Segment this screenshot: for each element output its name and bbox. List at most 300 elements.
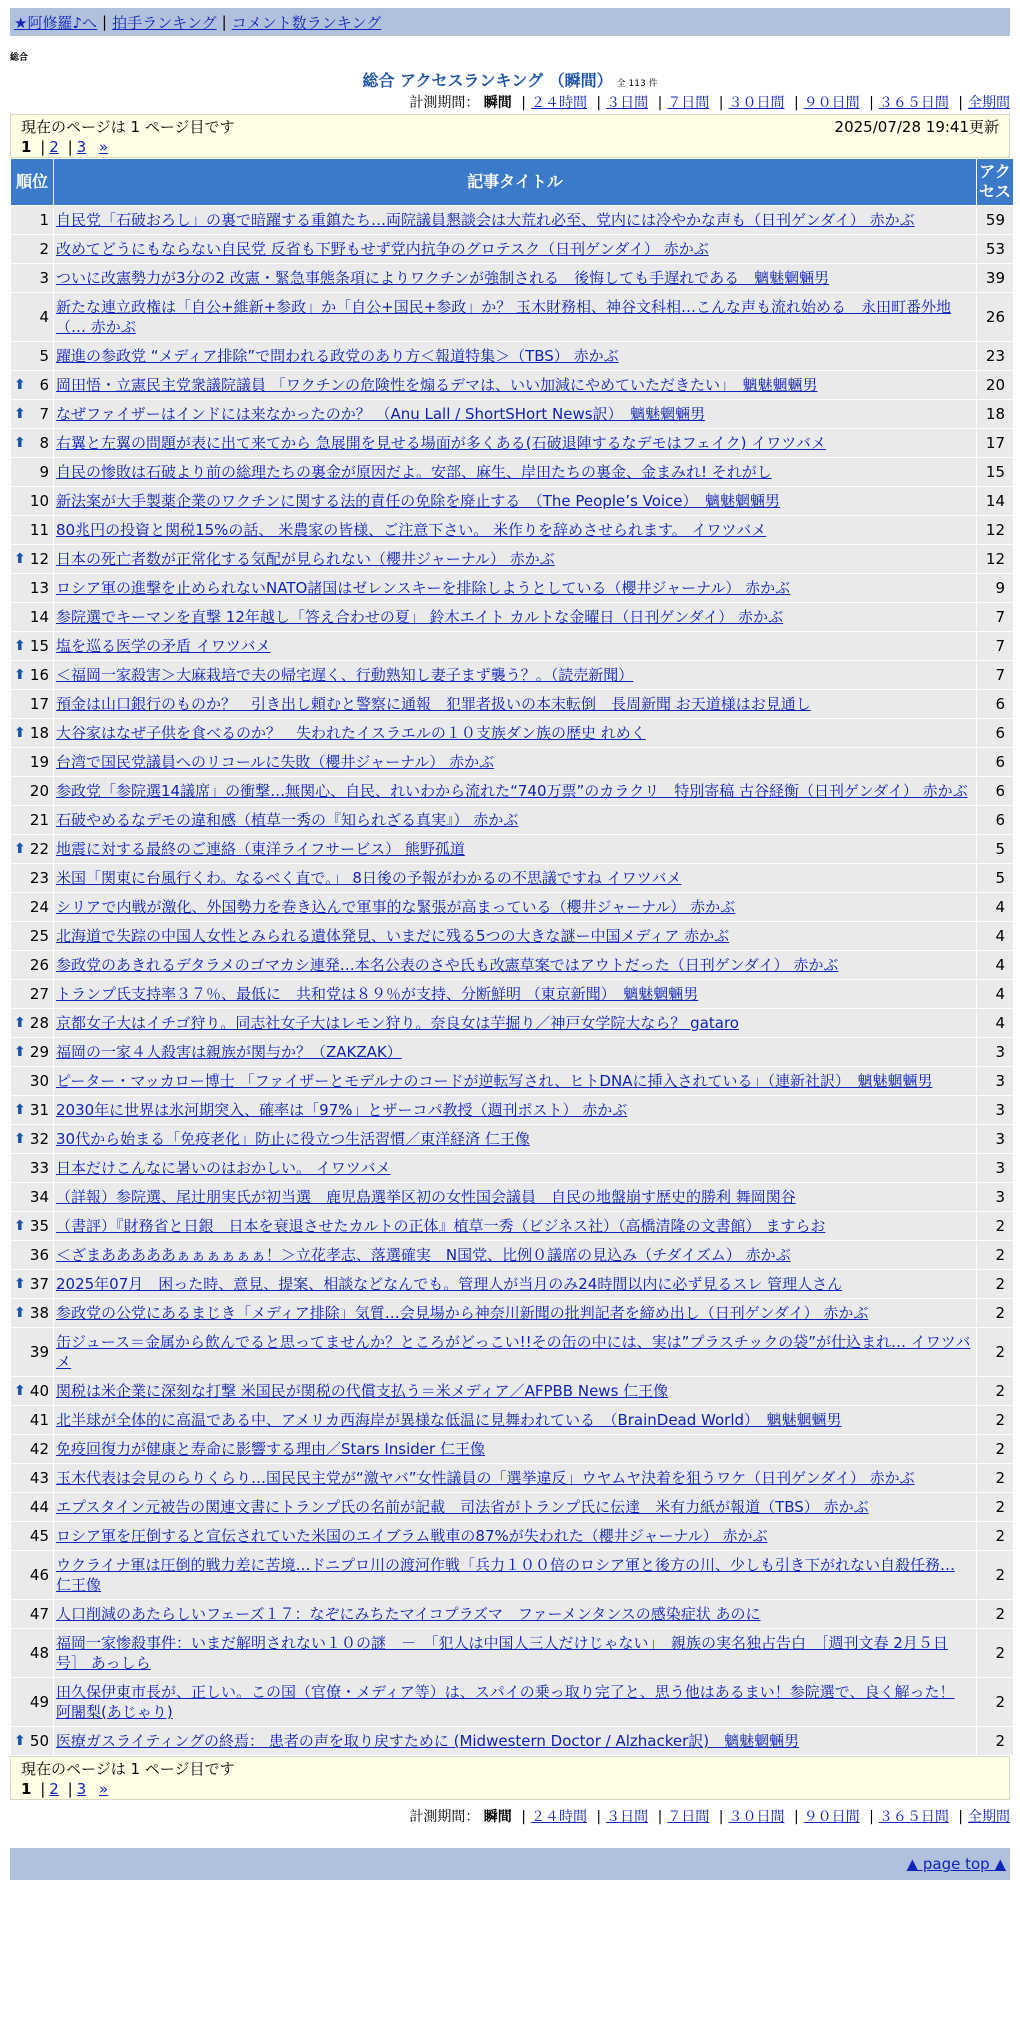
title-cell xyxy=(54,1328,976,1376)
rank-cell xyxy=(11,864,53,892)
access-count: 23 xyxy=(977,342,1013,370)
article-link[interactable]: 躍進の参政党 “メディア排除”で問われる政党のあり方＜報道特集＞（TBS） 赤かぶ xyxy=(56,347,619,365)
nav-link-home[interactable]: ★阿修羅♪へ xyxy=(14,13,98,32)
article-link[interactable]: 石破やめるなデモの違和感（植草一秀の『知られざる真実』） 赤かぶ xyxy=(56,811,519,829)
rank-cell xyxy=(11,1183,53,1211)
rank-number: 21 xyxy=(29,811,49,829)
article-link[interactable]: ＜ざまあああああぁぁぁぁぁぁ！＞立花孝志、落選確実 N国党、比例０議席の見込み（チダイズム） 赤かぶ xyxy=(56,1246,791,1264)
pager-current-page: 1 xyxy=(21,1780,32,1798)
pager-bottom: 現在のページは 1 ページ目です 1 | 2 | 3 » xyxy=(10,1756,1010,1800)
article-link[interactable]: （書評）『財務省と日銀 日本を衰退させたカルトの正体』植草一秀（ビジネス社）（高橋清隆の文書館） ますらお xyxy=(56,1217,826,1235)
pager-link-next[interactable]: » xyxy=(99,138,109,156)
title-cell xyxy=(54,748,976,776)
table-row xyxy=(11,1551,1013,1599)
nav-separator: | xyxy=(102,13,108,31)
rank-number: 23 xyxy=(29,869,49,887)
rank-number: 37 xyxy=(29,1275,49,1293)
rank-number: 25 xyxy=(29,927,49,945)
table-row xyxy=(11,1678,1013,1726)
rank-cell xyxy=(11,951,53,979)
rank-number: 18 xyxy=(29,724,49,742)
article-link[interactable]: ウクライナ軍は圧倒的戦力差に苦境…ドニプロ川の渡河作戦「兵力１００倍のロシア軍と後方の川、少しも引き下がれない自殺任務… 仁王像 xyxy=(56,1556,955,1594)
article-link[interactable]: ピーター・マッカロー博士 「ファイザーとモデルナのコードが逆転写され、ヒトDNAに挿入されている」（連新社訳） 魑魅魍魎男 xyxy=(56,1072,933,1090)
table-row xyxy=(11,264,1013,292)
access-count: 2 xyxy=(977,1522,1013,1550)
article-link[interactable]: 人口削減のあたらしいフェーズ１７：なぞにみちたマイコプラズマ ファーメンタンスの感染症状 あのに xyxy=(56,1605,761,1623)
article-link[interactable]: 地震に対する最終のご連絡（東洋ライフサービス） 熊野孤道 xyxy=(56,840,465,858)
breadcrumb: 総合 xyxy=(10,53,29,63)
rank-cell xyxy=(11,1377,53,1405)
rank-number: 35 xyxy=(29,1217,49,1235)
access-count: 6 xyxy=(977,777,1013,805)
rank-up-arrow-icon: ⬆ xyxy=(14,1218,26,1234)
rank-number: 41 xyxy=(29,1411,49,1429)
rank-number: 39 xyxy=(29,1343,49,1361)
rank-cell xyxy=(11,400,53,428)
period-link-90d[interactable]: ９０日間 xyxy=(803,95,860,111)
title-cell xyxy=(54,661,976,689)
period-link-30d[interactable]: ３０日間 xyxy=(728,1809,785,1825)
access-count: 2 xyxy=(977,1406,1013,1434)
rank-cell xyxy=(11,1727,53,1755)
access-count: 53 xyxy=(977,235,1013,263)
access-count: 2 xyxy=(977,1600,1013,1628)
page-title xyxy=(0,68,1020,92)
period-link-all[interactable]: 全期間 xyxy=(968,95,1010,111)
table-row xyxy=(11,371,1013,399)
article-count: 全 113 件 xyxy=(616,79,658,89)
article-link[interactable]: 自民党「石破おろし」の裏で暗躍する重鎮たち…両院議員懇談会は大荒れ必至、党内には冷やかな声も（日刊ゲンダイ） 赤かぶ xyxy=(56,211,915,229)
column-header-access: アクセス xyxy=(977,159,1013,205)
rank-number: 13 xyxy=(29,579,49,597)
rank-number: 33 xyxy=(29,1159,49,1177)
rank-number: 2 xyxy=(39,240,49,258)
rank-cell xyxy=(11,1270,53,1298)
table-row xyxy=(11,487,1013,515)
title-cell xyxy=(54,951,976,979)
rank-cell xyxy=(11,1406,53,1434)
ranking-table-body xyxy=(11,206,1013,1755)
footer-bar xyxy=(10,1848,1010,1880)
access-count: 4 xyxy=(977,980,1013,1008)
period-link-3d[interactable]: ３日間 xyxy=(606,95,649,111)
updated-timestamp: 2025/07/28 19:41更新 xyxy=(834,118,999,136)
table-row xyxy=(11,1270,1013,1298)
page-title-text: 総合 アクセスランキング （瞬間） xyxy=(362,71,613,90)
rank-number: 3 xyxy=(39,269,49,287)
rank-up-arrow-icon: ⬆ xyxy=(14,638,26,654)
title-cell xyxy=(54,1299,976,1327)
column-header-title: 記事タイトル xyxy=(54,159,976,205)
access-count: 2 xyxy=(977,1328,1013,1376)
article-link[interactable]: 関税は米企業に深刻な打撃 米国民が関税の代償支払う＝米メディア／AFPBB News 仁王像 xyxy=(56,1382,669,1400)
article-link[interactable]: 日本だけこんなに暑いのはおかしい。 イワツバメ xyxy=(56,1159,391,1177)
table-row xyxy=(11,400,1013,428)
title-cell xyxy=(54,1678,976,1726)
table-row xyxy=(11,661,1013,689)
article-link[interactable]: エプスタイン元被告の関連文書にトランプ氏の名前が記載 司法省がトランプ氏に伝達 米有力紙が報道（TBS） 赤かぶ xyxy=(56,1498,869,1516)
access-count: 7 xyxy=(977,632,1013,660)
article-link[interactable]: 新法案が大手製薬企業のワクチンに関する法的責任の免除を廃止する （The People’s Voice） 魑魅魍魎男 xyxy=(56,492,781,510)
table-row xyxy=(11,516,1013,544)
article-link[interactable]: 80兆円の投資と関税15%の話、 米農家の皆様、ご注意下さい。 米作りを辞めさせられます。 イワツバメ xyxy=(56,521,767,539)
rank-cell xyxy=(11,1464,53,1492)
table-row xyxy=(11,632,1013,660)
article-link[interactable]: 缶ジュース＝金属から飲んでると思ってませんか？ところがどっこい!!その缶の中には、実は”プラスチックの袋”が仕込まれ… イワツバメ xyxy=(56,1333,971,1371)
title-cell xyxy=(54,1464,976,1492)
rank-cell xyxy=(11,603,53,631)
access-count: 6 xyxy=(977,719,1013,747)
rank-number: 6 xyxy=(39,376,49,394)
period-link-3d[interactable]: ３日間 xyxy=(606,1809,649,1825)
access-count: 2 xyxy=(977,1435,1013,1463)
table-row xyxy=(11,980,1013,1008)
nav-link-comment-ranking[interactable]: コメント数ランキング xyxy=(231,13,382,32)
title-cell xyxy=(54,632,976,660)
rank-cell xyxy=(11,748,53,776)
table-row xyxy=(11,1629,1013,1677)
rank-up-arrow-icon: ⬆ xyxy=(14,1131,26,1147)
table-row xyxy=(11,1435,1013,1463)
rank-cell xyxy=(11,835,53,863)
rank-number: 24 xyxy=(29,898,49,916)
article-link[interactable]: 岡田悟・立憲民主党衆議院議員 「ワクチンの危険性を煽るデマは、いい加減にやめていただきたい」 魑魅魍魎男 xyxy=(56,376,818,394)
rank-number: 28 xyxy=(29,1014,49,1032)
title-cell xyxy=(54,1377,976,1405)
article-link[interactable]: 参政党のあきれるデタラメのゴマカシ連発…本名公表のさや氏も改憲草案ではアウトだった（日刊ゲンダイ） 赤かぶ xyxy=(56,956,839,974)
period-selector-bottom: 計測期間： 瞬間 | ２４時間 | ３日間 | ７日間 | ３０日間 | ９０日間 | ３６５日間 | 全期間 xyxy=(409,1809,1010,1825)
rank-cell xyxy=(11,1067,53,1095)
article-link[interactable]: 30代から始まる「免疫老化」防止に役立つ生活習慣／東洋経済 仁王像 xyxy=(56,1130,530,1148)
table-row xyxy=(11,603,1013,631)
rank-cell xyxy=(11,690,53,718)
rank-number: 16 xyxy=(29,666,49,684)
period-link-24h[interactable]: ２４時間 xyxy=(530,95,587,111)
table-row xyxy=(11,1377,1013,1405)
access-count: 9 xyxy=(977,574,1013,602)
table-row xyxy=(11,1328,1013,1376)
rank-cell xyxy=(11,574,53,602)
access-count: 12 xyxy=(977,545,1013,573)
rank-up-arrow-icon: ⬆ xyxy=(14,725,26,741)
period-current: 瞬間 xyxy=(483,95,512,111)
rank-cell xyxy=(11,371,53,399)
title-cell xyxy=(54,400,976,428)
table-header-row xyxy=(11,159,1013,205)
rank-cell xyxy=(11,806,53,834)
title-cell xyxy=(54,206,976,234)
table-row xyxy=(11,864,1013,892)
rank-up-arrow-icon: ⬆ xyxy=(14,377,26,393)
table-row xyxy=(11,1493,1013,1521)
rank-cell xyxy=(11,1299,53,1327)
access-count: 4 xyxy=(977,922,1013,950)
period-link-30d[interactable]: ３０日間 xyxy=(728,95,785,111)
rank-cell xyxy=(11,1096,53,1124)
rank-number: 8 xyxy=(39,434,49,452)
article-link[interactable]: ついに改憲勢力が3分の2 改憲・緊急事態条項によりワクチンが強制される 後悔しても手遅れである 魑魅魍魎男 xyxy=(56,269,830,287)
page-top-link[interactable]: ▲ page top ▲ xyxy=(906,1855,1006,1873)
access-count: 6 xyxy=(977,806,1013,834)
rank-up-arrow-icon: ⬆ xyxy=(14,1044,26,1060)
table-row xyxy=(11,1299,1013,1327)
period-link-all[interactable]: 全期間 xyxy=(968,1809,1010,1825)
article-link[interactable]: 改めてどうにもならない自民党 反省も下野もせず党内抗争のグロテスク（日刊ゲンダイ） 赤かぶ xyxy=(56,240,709,258)
pager-link-page-3[interactable]: 3 xyxy=(76,1780,87,1798)
article-link[interactable]: 右翼と左翼の問題が表に出て来てから 急展開を見せる場面が多くある(石破退陣するなデモはフェイク) イワツバメ xyxy=(56,434,826,452)
access-count: 7 xyxy=(977,603,1013,631)
access-count: 4 xyxy=(977,893,1013,921)
access-count: 12 xyxy=(977,516,1013,544)
rank-up-arrow-icon: ⬆ xyxy=(14,1305,26,1321)
rank-cell xyxy=(11,1435,53,1463)
title-cell xyxy=(54,893,976,921)
article-link[interactable]: シリアで内戦が激化、外国勢力を巻き込んで軍事的な緊張が高まっている（櫻井ジャーナル） 赤かぶ xyxy=(56,898,736,916)
table-row xyxy=(11,545,1013,573)
rank-up-arrow-icon: ⬆ xyxy=(14,1015,26,1031)
period-label: 計測期間： xyxy=(409,95,480,111)
article-link[interactable]: 米国「関東に台風行くわ。なるべく直で。」 8日後の予報がわかるの不思議ですね イワツバメ xyxy=(56,869,682,887)
rank-number: 26 xyxy=(29,956,49,974)
title-cell xyxy=(54,1212,976,1240)
period-selector: 計測期間： 瞬間 | ２４時間 | ３日間 | ７日間 | ３０日間 | ９０日間 | ３６５日間 | 全期間 xyxy=(409,95,1010,111)
title-cell xyxy=(54,1727,976,1755)
title-cell xyxy=(54,1493,976,1521)
pager-link-page-3[interactable]: 3 xyxy=(76,138,87,156)
table-row xyxy=(11,574,1013,602)
rank-cell xyxy=(11,1629,53,1677)
article-link[interactable]: ロシア軍の進撃を止められないNATO諸国はゼレンスキーを排除しようとしている（櫻井ジャーナル） 赤かぶ xyxy=(56,579,791,597)
rank-number: 7 xyxy=(39,405,49,423)
article-link[interactable]: 参政党「参院選14議席」の衝撃…無関心、自民、れいわから流れた“740万票”のカラクリ 特別寄稿 古谷経衡（日刊ゲンダイ） 赤かぶ xyxy=(56,782,968,800)
access-count: 2 xyxy=(977,1551,1013,1599)
title-cell xyxy=(54,574,976,602)
article-link[interactable]: 大谷家はなぜ子供を食べるのか？ 失われたイスラエルの１０支族ダン族の歴史 れめく xyxy=(56,724,646,742)
article-link[interactable]: 塩を巡る医学の矛盾 イワツバメ xyxy=(56,637,271,655)
rank-number: 38 xyxy=(29,1304,49,1322)
access-count: 17 xyxy=(977,429,1013,457)
period-link-365d[interactable]: ３６５日間 xyxy=(878,1809,949,1825)
article-link[interactable]: ロシア軍を圧倒すると宣伝されていた米国のエイブラム戦車の87%が失われた（櫻井ジャーナル） 赤かぶ xyxy=(56,1527,768,1545)
article-link[interactable]: 北海道で失踪の中国人女性とみられる遺体発見、いまだに残る5つの大きな謎ー中国メディア 赤かぶ xyxy=(56,927,730,945)
rank-cell xyxy=(11,1600,53,1628)
title-cell xyxy=(54,1600,976,1628)
article-link[interactable]: 日本の死亡者数が正常化する気配が見られない（櫻井ジャーナル） 赤かぶ xyxy=(56,550,555,568)
article-link[interactable]: 2025年07月 困った時、意見、提案、相談などなんでも。管理人が当月のみ24時間以内に必ず見るスレ 管理人さん xyxy=(56,1275,843,1293)
title-cell xyxy=(54,235,976,263)
table-row xyxy=(11,719,1013,747)
table-row xyxy=(11,1038,1013,1066)
access-count: 2 xyxy=(977,1241,1013,1269)
rank-number: 31 xyxy=(29,1101,49,1119)
access-count: 5 xyxy=(977,864,1013,892)
rank-number: 15 xyxy=(29,637,49,655)
table-row xyxy=(11,458,1013,486)
table-row xyxy=(11,690,1013,718)
title-cell xyxy=(54,545,976,573)
table-row xyxy=(11,922,1013,950)
title-cell xyxy=(54,264,976,292)
article-link[interactable]: 免疫回復力が健康と寿命に影響する理由／Stars Insider 仁王像 xyxy=(56,1440,485,1458)
access-count: 39 xyxy=(977,264,1013,292)
title-cell xyxy=(54,1067,976,1095)
rank-cell xyxy=(11,516,53,544)
article-link[interactable]: 福岡の一家４人殺害は親族が関与か？（ZAKZAK） xyxy=(56,1043,402,1061)
title-cell xyxy=(54,980,976,1008)
rank-cell xyxy=(11,1154,53,1182)
title-cell xyxy=(54,1435,976,1463)
title-cell xyxy=(54,516,976,544)
table-row xyxy=(11,777,1013,805)
rank-number: 40 xyxy=(29,1382,49,1400)
rank-number: 10 xyxy=(29,492,49,510)
article-link[interactable]: 2030年に世界は氷河期突入、確率は「97%」とザーコパ教授（週刊ポスト） 赤かぶ xyxy=(56,1101,628,1119)
access-count: 2 xyxy=(977,1299,1013,1327)
access-count: 18 xyxy=(977,400,1013,428)
article-link[interactable]: 玉木代表は会見のらりくらり…国民民主党が“激ヤバ”女性議員の「選挙違反」ウヤムヤ決着を狙うワケ（日刊ゲンダイ） 赤かぶ xyxy=(56,1469,915,1487)
article-link[interactable]: 自民の惨敗は石破より前の総理たちの裏金が原因だよ。安部、麻生、岸田たちの裏金、金まみれ! それがし xyxy=(56,463,772,481)
access-count: 2 xyxy=(977,1678,1013,1726)
article-link[interactable]: 参院選でキーマンを直撃 12年越し「答え合わせの夏」 鈴木エイト カルトな金曜日（日刊ゲンダイ） 赤かぶ xyxy=(56,608,783,626)
article-link[interactable]: 田久保伊東市長が、正しい。この国（官僚・メディア等）は、スパイの乗っ取り完了と、思う他はあるまい！参院選で、良く解った！ 阿闍梨(あじゃり) xyxy=(56,1683,955,1721)
title-cell xyxy=(54,1241,976,1269)
rank-cell xyxy=(11,661,53,689)
article-link[interactable]: 新たな連立政権は「自公+維新+参政」か「自公+国民+参政」か？ 玉木財務相、神谷文科相…こんな声も流れ始める 永田町番外地（… 赤かぶ xyxy=(56,298,952,336)
article-link[interactable]: 参政党の公党にあるまじき「メディア排除」気質…会見場から神奈川新聞の批判記者を締め出し（日刊ゲンダイ） 赤かぶ xyxy=(56,1304,869,1322)
ranking-table xyxy=(10,158,1014,1756)
rank-up-arrow-icon: ⬆ xyxy=(14,1276,26,1292)
rank-number: 48 xyxy=(29,1644,49,1662)
access-count: 3 xyxy=(977,1096,1013,1124)
title-cell xyxy=(54,806,976,834)
period-link-24h[interactable]: ２４時間 xyxy=(530,1809,587,1825)
title-cell xyxy=(54,429,976,457)
rank-cell xyxy=(11,777,53,805)
rank-number: 12 xyxy=(29,550,49,568)
table-row xyxy=(11,1067,1013,1095)
rank-cell xyxy=(11,893,53,921)
title-cell xyxy=(54,1629,976,1677)
period-link-7d[interactable]: ７日間 xyxy=(667,95,710,111)
pager-link-page-2[interactable]: 2 xyxy=(49,138,59,156)
table-row xyxy=(11,429,1013,457)
rank-number: 17 xyxy=(29,695,49,713)
rank-number: 30 xyxy=(29,1072,49,1090)
title-cell xyxy=(54,777,976,805)
rank-number: 1 xyxy=(39,211,49,229)
article-link[interactable]: 医療ガスライティングの終焉： 患者の声を取り戻すために (Midwestern Doctor / Alzhacker訳) 魑魅魍魎男 xyxy=(56,1732,800,1750)
table-row xyxy=(11,1096,1013,1124)
pager-top: 現在のページは 1 ページ目です 2025/07/28 19:41更新 1 | 2 | 3 » xyxy=(10,114,1010,158)
article-link[interactable]: （詳報）参院選、尾辻朋実氏が初当選 鹿児島選挙区初の女性国会議員 自民の地盤崩す歴史的勝利 舞岡関谷 xyxy=(56,1188,796,1206)
title-cell xyxy=(54,487,976,515)
access-count: 2 xyxy=(977,1464,1013,1492)
rank-number: 27 xyxy=(29,985,49,1003)
article-link[interactable]: 京都女子大はイチゴ狩り。同志社女子大はレモン狩り。奈良女は芋掘り／神戸女学院大なら？ gataro xyxy=(56,1014,739,1032)
rank-cell xyxy=(11,235,53,263)
rank-cell xyxy=(11,1522,53,1550)
table-row xyxy=(11,835,1013,863)
nav-separator: | xyxy=(221,13,227,31)
rank-number: 34 xyxy=(29,1188,49,1206)
pager-link-next[interactable]: » xyxy=(99,1780,109,1798)
pager-link-page-2[interactable]: 2 xyxy=(49,1780,59,1798)
rank-cell xyxy=(11,1328,53,1376)
title-cell xyxy=(54,922,976,950)
access-count: 59 xyxy=(977,206,1013,234)
title-cell xyxy=(54,293,976,341)
rank-number: 44 xyxy=(29,1498,49,1516)
table-row xyxy=(11,1125,1013,1153)
rank-cell xyxy=(11,342,53,370)
table-row xyxy=(11,293,1013,341)
rank-number: 11 xyxy=(29,521,49,539)
rank-cell xyxy=(11,264,53,292)
article-link[interactable]: なぜファイザーはインドには来なかったのか？ （Anu Lall / ShortSHort News訳） 魑魅魍魎男 xyxy=(56,405,706,423)
rank-cell xyxy=(11,1038,53,1066)
title-cell xyxy=(54,835,976,863)
access-count: 14 xyxy=(977,487,1013,515)
title-cell xyxy=(54,1522,976,1550)
access-count: 26 xyxy=(977,293,1013,341)
article-link[interactable]: 北半球が全体的に高温である中、アメリカ西海岸が異様な低温に見舞われている （BrainDead World） 魑魅魍魎男 xyxy=(56,1411,842,1429)
title-cell xyxy=(54,458,976,486)
rank-number: 36 xyxy=(29,1246,49,1264)
rank-up-arrow-icon: ⬆ xyxy=(14,1102,26,1118)
access-count: 2 xyxy=(977,1212,1013,1240)
access-count: 3 xyxy=(977,1038,1013,1066)
access-count: 3 xyxy=(977,1125,1013,1153)
rank-number: 4 xyxy=(39,308,49,326)
title-cell xyxy=(54,1183,976,1211)
access-count: 2 xyxy=(977,1270,1013,1298)
title-cell xyxy=(54,1551,976,1599)
access-count: 3 xyxy=(977,1154,1013,1182)
rank-up-arrow-icon: ⬆ xyxy=(14,1383,26,1399)
period-link-365d[interactable]: ３６５日間 xyxy=(878,95,949,111)
article-link[interactable]: 預金は山口銀行のものか？ 引き出し頼むと警察に通報 犯罪者扱いの本末転倒 長周新聞 お天道様はお見通し xyxy=(56,695,811,713)
article-link[interactable]: 台湾で国民党議員へのリコールに失敗（櫻井ジャーナル） 赤かぶ xyxy=(56,753,495,771)
period-link-90d[interactable]: ９０日間 xyxy=(803,1809,860,1825)
table-row xyxy=(11,893,1013,921)
access-count: 20 xyxy=(977,371,1013,399)
table-row xyxy=(11,1009,1013,1037)
table-row xyxy=(11,1212,1013,1240)
rank-cell xyxy=(11,458,53,486)
title-cell xyxy=(54,371,976,399)
rank-cell xyxy=(11,922,53,950)
article-link[interactable]: 福岡一家惨殺事件：いまだ解明されない１０の謎 － 「犯人は中国人三人だけじゃない」 親族の実名独占告白 ［週刊文春 2月５日号］ あっしら xyxy=(56,1634,948,1672)
access-count: 15 xyxy=(977,458,1013,486)
rank-cell xyxy=(11,980,53,1008)
table-row xyxy=(11,342,1013,370)
access-count: 2 xyxy=(977,1493,1013,1521)
table-row xyxy=(11,235,1013,263)
article-link[interactable]: ＜福岡一家殺害＞大麻栽培で夫の帰宅遅く、行動熟知し妻子まず襲う？。（読売新聞） xyxy=(56,666,634,684)
nav-link-clap-ranking[interactable]: 拍手ランキング xyxy=(112,13,217,32)
table-row xyxy=(11,1727,1013,1755)
rank-number: 22 xyxy=(29,840,49,858)
access-count: 6 xyxy=(977,690,1013,718)
title-cell xyxy=(54,342,976,370)
period-link-7d[interactable]: ７日間 xyxy=(667,1809,710,1825)
access-count: 3 xyxy=(977,1067,1013,1095)
article-link[interactable]: トランプ氏支持率３７％、最低に 共和党は８９％が支持、分断鮮明 （東京新聞） 魑魅魍魎男 xyxy=(56,985,699,1003)
rank-up-arrow-icon: ⬆ xyxy=(14,551,26,567)
title-cell xyxy=(54,690,976,718)
rank-number: 47 xyxy=(29,1605,49,1623)
rank-number: 45 xyxy=(29,1527,49,1545)
